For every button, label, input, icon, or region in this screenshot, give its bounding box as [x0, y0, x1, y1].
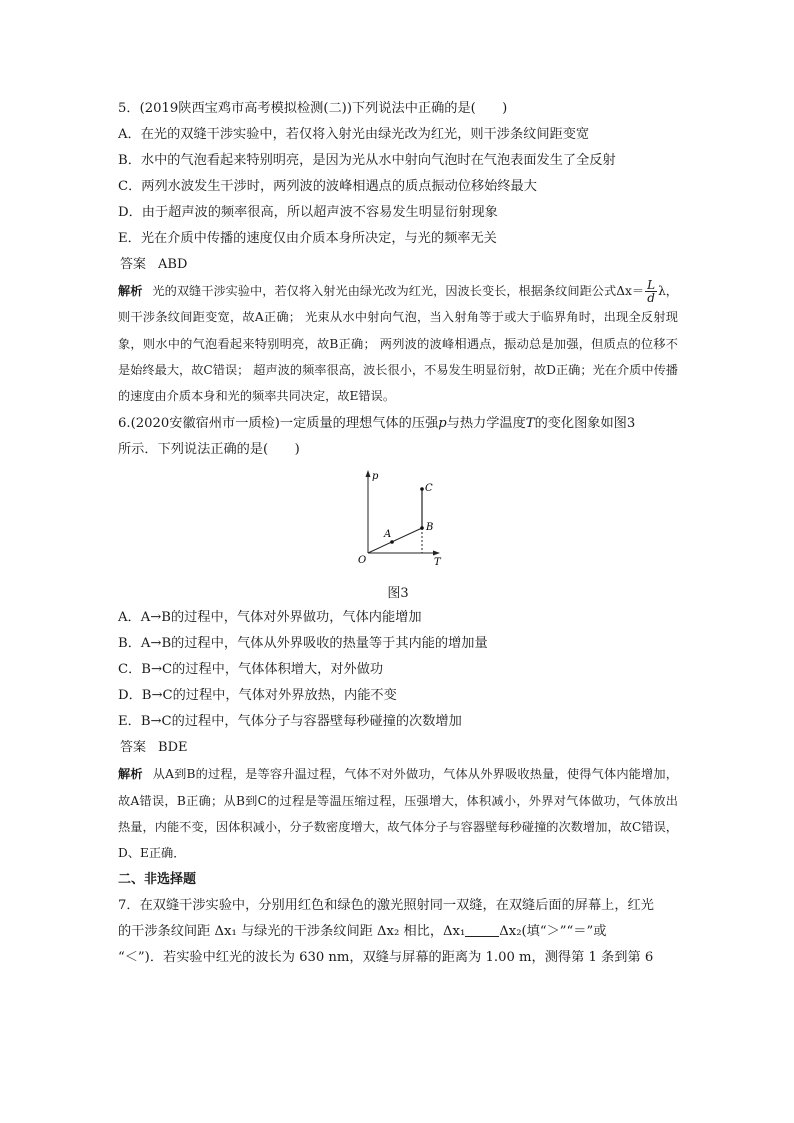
q5-stem: 5．(2019陕西宝鸡市高考模拟检测(二))下列说法中正确的是( ) [118, 101, 508, 116]
q5-explanation-label: 解析 [118, 284, 143, 298]
q5-option-c: C．两列水波发生干涉时，两列波的波峰相遇点的质点振动位移始终最大 [118, 179, 537, 194]
point-c-dot [420, 488, 424, 492]
q6-answer [120, 735, 678, 761]
q6-stem-part1: 6.(2020安徽宿州市一质检)一定质量的理想气体的压强 [118, 416, 439, 432]
p-t-figure [118, 465, 678, 605]
q5-explanation-part2: λ，则干涉条纹间距变宽，故A正确； 光束从水中射向气泡，当入射角等于或大于临界角时，出现全反射现象，则水中的气泡看起来特别明亮，故B正确； 两列波的波峰相遇点，振动总是加强，但质点的位移不是始终最大，故C错误； 超声波的频率很高，波长很小，不易发生明显衍射，故D正确；光在介质中传播的速度由介质本身和光的频率共同决定，故E错误。 [118, 284, 678, 404]
p-axis-arrow [366, 470, 371, 477]
q6-explanation-text: 从A到B的过程，是等容升温过程，气体不对外做功，气体从外界吸收热量，使得气体内能增加，故A错误，B正确；从B到C的过程是等温压缩过程，压强增大，体积减小，外界对气体做功，气体放出热量，内能不变，因体积减小，分子数密度增大，故气体分子与容器壁每秒碰撞的次数增加，故C错误，D、E正确． [118, 767, 678, 861]
line-o-to-b [368, 528, 422, 553]
q6-answer-label: 答案 [120, 740, 147, 756]
q6-option-b: B．A→B的过程中，气体从外界吸收的热量等于其内能的增加量 [118, 636, 488, 652]
q5-answer [120, 252, 678, 278]
q7-answer-blank[interactable] [465, 922, 499, 937]
q6-explanation [118, 761, 678, 866]
q5-option-b: B．水中的气泡看起来特别明亮，是因为光从水中射向气泡时在气泡表面发生了全反射 [118, 153, 616, 168]
q7-line1: 7．在双缝干涉实验中，分别用红色和绿色的激光照射同一双缝，在双缝后面的屏幕上，红光 [118, 897, 654, 913]
fraction-denominator: d [647, 291, 655, 305]
q6-option-c: C．B→C的过程中，气体体积增大，对外做功 [118, 662, 384, 678]
point-c-label: C [425, 483, 433, 495]
q6-stem-line2: 所示．下列说法正确的是( ) [118, 442, 300, 458]
q7-line3: “＜”)．若实验中红光的波长为 630 nm，双缝与屏幕的距离为 1.00 m，测得第 1 条到第 6 [118, 949, 654, 965]
t-axis-label: T [434, 557, 441, 568]
q6-stem-part3: 的变化图象如图3 [534, 416, 636, 432]
fringe-formula-fraction [645, 279, 657, 304]
q7-line2 [118, 919, 678, 945]
p-axis-label: p [372, 471, 379, 483]
q5-option-a: A．在光的双缝干涉实验中，若仅将入射光由绿光改为红光，则干涉条纹间距变宽 [118, 127, 590, 142]
t-axis-arrow [433, 551, 440, 556]
q6-option-e: E．B→C的过程中，气体分子与容器壁每秒碰撞的次数增加 [118, 714, 462, 730]
q6-var-t: T [525, 416, 535, 432]
q7-line2-part1: 的干涉条纹间距 Δx₁ 与绿光的干涉条纹间距 Δx₂ 相比，Δx₁ [118, 923, 466, 939]
point-a-label: A [384, 529, 392, 541]
q7-line2-part2: Δx₂(填“＞”“＝”或 [499, 923, 607, 939]
p-t-diagram [354, 467, 454, 567]
point-b-dot [420, 527, 424, 531]
figure-caption: 图3 [387, 586, 409, 602]
origin-label: O [358, 555, 367, 567]
q5-option-d: D．由于超声波的频率很高，所以超声波不容易发生明显衍射现象 [118, 205, 498, 220]
document-page [118, 96, 678, 971]
fraction-numerator: L [647, 278, 656, 292]
q5-option-e: E．光在介质中传播的速度仅由介质本身所决定，与光的频率无关 [118, 231, 497, 246]
q5-answer-value: ABD [158, 257, 188, 272]
q6-option-d: D．B→C的过程中，气体对外界放热，内能不变 [118, 688, 397, 704]
q6-stem-line1 [118, 411, 678, 437]
q5-explanation-part1: 光的双缝干涉实验中，若仅将入射光由绿光改为红光，因波长变长，根据条纹间距公式Δx＝ [152, 284, 645, 298]
point-a-dot [390, 541, 394, 545]
q6-answer-value: BDE [158, 740, 188, 756]
section-title: 二、非选择题 [118, 871, 197, 887]
q6-stem-part2: 与热力学温度 [446, 416, 526, 432]
point-b-label: B [426, 522, 434, 534]
q6-explanation-label: 解析 [118, 767, 143, 782]
q6-var-p: p [438, 416, 447, 432]
q5-answer-label: 答案 [120, 257, 147, 272]
q6-option-a: A．A→B的过程中，气体对外界做功，气体内能增加 [118, 610, 422, 626]
q5-explanation [118, 278, 678, 409]
